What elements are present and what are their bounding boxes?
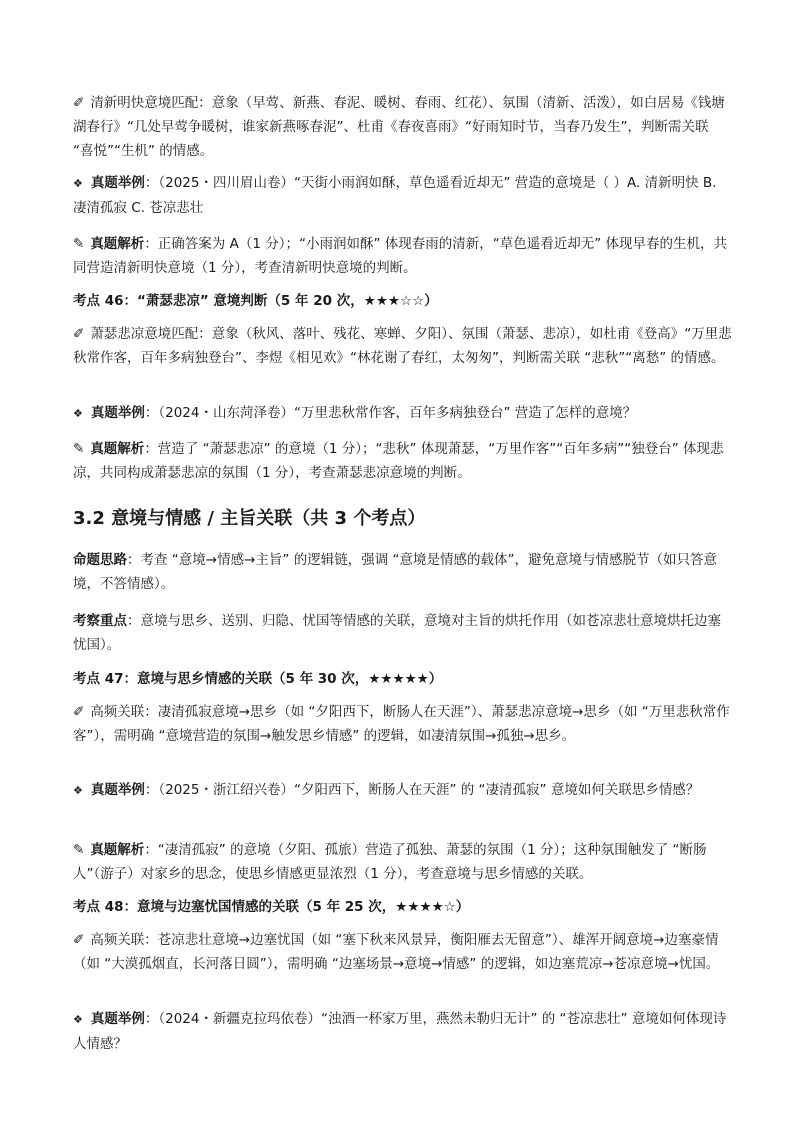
focus-paragraph [73,609,733,657]
exam-analysis [73,232,733,280]
example-label: 真题举例 [90,175,145,191]
exam-point-heading [73,896,733,918]
analysis-text: ：“凄清孤寂” 的意境（夕阳、孤旅）营造了孤独、萧瑟的氛围（1 分）；这种氛围触发了 “断肠人”（游子）对家乡的思念，使思乡情感更显浓烈（1 分），考查意境与思乡情感的关联。 [73,842,707,882]
heading-text: 考点 46：“萧瑟悲凉” 意境判断（5 年 20 次，★★★☆☆） [73,293,438,309]
pen-icon: ✎ [73,842,85,858]
point-paragraph [73,91,733,163]
pencil-icon: ✐ [73,326,85,342]
paragraph-text: 高频关联：凄清孤寂意境→思乡（如 “夕阳西下，断肠人在天涯”）、萧瑟悲凉意境→思乡（如 “万里悲秋常作客”），需明确 “意境营造的氛围→触发思乡情感” 的逻辑，如凄清氛围→孤独→思乡。 [73,704,730,744]
example-text: ：（2024・新疆克拉玛依卷）“浊酒一杯家万里，燕然未勒归无计” 的 “苍凉悲壮” 意境如何体现诗人情感？ [73,1011,727,1052]
heading-text: 考点 47：意境与思乡情感的关联（5 年 30 次，★★★★★） [73,671,443,687]
example-label: 真题举例 [90,405,145,421]
intent-paragraph [73,548,733,596]
exam-example [73,171,733,220]
analysis-text: ：正确答案为 A（1 分）；“小雨润如酥” 体现春雨的清新，“草色遥看近却无” 体现早春的生机，共同营造清新明快意境（1 分），考查清新明快意境的判断。 [73,236,728,276]
paragraph-text: 萧瑟悲凉意境匹配：意象（秋风、落叶、残花、寒蝉、夕阳）、氛围（萧瑟、悲凉），如杜甫《登高》“万里悲秋常作客，百年多病独登台”、李煜《相见欢》“林花谢了春红，太匆匆”，判断需关联 “悲秋”“离愁” 的情感。 [73,326,732,366]
analysis-label: 真题解析 [90,842,145,858]
example-label: 真题举例 [90,1011,145,1027]
analysis-label: 真题解析 [90,236,145,252]
example-label: 真题举例 [90,782,145,798]
example-text: ：（2025・浙江绍兴卷）“夕阳西下，断肠人在天涯” 的 “凄清孤寂” 意境如何关联思乡情感？ [144,782,700,798]
intent-text: ：考查 “意境→情感→主旨” 的逻辑链，强调 “意境是情感的载体”，避免意境与情感脱节（如只答意境，不答情感）。 [73,552,717,592]
section-heading [73,506,733,532]
diamond-bullet-icon: ❖ [73,784,83,797]
exam-point-heading [73,668,733,690]
exam-example [73,401,733,426]
example-text: ：（2024・山东菏泽卷）“万里悲秋常作客，百年多病独登台” 营造了怎样的意境？ [144,405,637,421]
heading-text: 考点 48：意境与边塞忧国情感的关联（5 年 25 次，★★★★☆） [73,899,470,915]
section-title: 3.2 意境与情感 / 主旨关联（共 3 个考点） [73,508,426,529]
paragraph-text: 清新明快意境匹配：意象（早莺、新燕、春泥、暖树、春雨、红花）、氛围（清新、活泼），如白居易《钱塘湖春行》“几处早莺争暖树，谁家新燕啄春泥”、杜甫《春夜喜雨》“好雨知时节，当春乃发生”，判断需关联 “喜悦”“生机” 的情感。 [73,95,725,159]
point-paragraph [73,928,733,976]
exam-example [73,778,733,803]
exam-analysis [73,437,733,485]
focus-text: ：意境与思乡、送别、归隐、忧国等情感的关联，意境对主旨的烘托作用（如苍凉悲壮意境烘托边塞忧国）。 [73,613,721,653]
exam-analysis [73,838,733,886]
diamond-bullet-icon: ❖ [73,407,83,420]
diamond-bullet-icon: ❖ [73,1013,83,1026]
example-text: ：（2025・四川眉山卷）“天街小雨润如酥，草色遥看近却无” 营造的意境是（ ）A. 清新明快 B. 凄清孤寂 C. 苍凉悲壮 [73,175,717,216]
pencil-icon: ✐ [73,704,85,720]
pencil-icon: ✐ [73,95,85,111]
intent-label: 命题思路 [73,552,127,568]
paragraph-text: 高频关联：苍凉悲壮意境→边塞忧国（如 “塞下秋来风景异，衡阳雁去无留意”）、雄浑开阔意境→边塞豪情（如 “大漠孤烟直，长河落日圆”），需明确 “边塞场景→意境→情感” 的逻辑，如边塞荒凉→苍凉意境→忧国。 [73,932,720,972]
pen-icon: ✎ [73,236,85,252]
point-paragraph [73,322,733,370]
exam-point-heading [73,290,733,312]
analysis-text: ：营造了 “萧瑟悲凉” 的意境（1 分）；“悲秋” 体现萧瑟，“万里作客”“百年多病”“独登台” 体现悲凉，共同构成萧瑟悲凉的氛围（1 分），考查萧瑟悲凉意境的判断。 [73,441,724,481]
pencil-icon: ✐ [73,932,85,948]
focus-label: 考察重点 [73,613,127,629]
pen-icon: ✎ [73,441,85,457]
exam-example [73,1007,733,1056]
point-paragraph [73,700,733,748]
analysis-label: 真题解析 [90,441,145,457]
diamond-bullet-icon: ❖ [73,177,83,190]
